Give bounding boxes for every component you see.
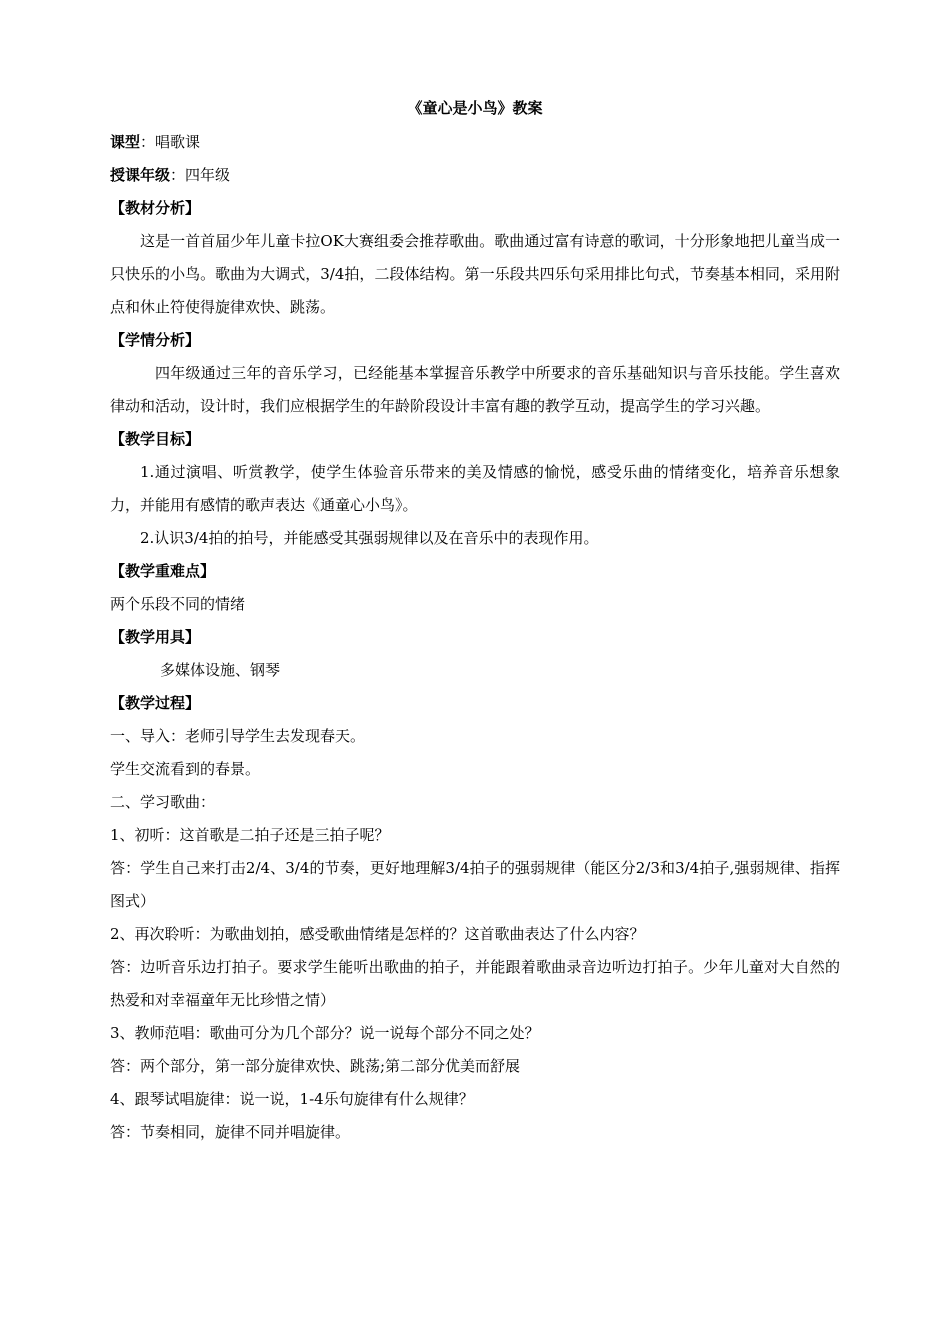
document-page (110, 94, 840, 1149)
document-title: 《童心是小鸟》教案 (407, 99, 543, 117)
process-item: 3、教师范唱：歌曲可分为几个部分？说一说每个部分不同之处？ (110, 1024, 540, 1042)
goal-item-1: 1.通过演唱、听赏教学，使学生体验音乐带来的美及情感的愉悦，感受乐曲的情绪变化，培养音乐想象力，并能用有感情的歌声表达《通童心小鸟》。 (110, 463, 840, 514)
goal-heading: 【教学目标】 (110, 430, 201, 448)
key-text: 两个乐段不同的情绪 (110, 595, 246, 613)
grade-line (110, 159, 840, 192)
student-text: 四年级通过三年的音乐学习，已经能基本掌握音乐教学中所要求的音乐基础知识与音乐技能。学生喜欢律动和活动，设计时，我们应根据学生的年龄阶段设计丰富有趣的教学互动，提高学生的学习兴趣。 (110, 364, 840, 415)
grade-value: ：四年级 (170, 166, 231, 184)
process-item: 学生交流看到的春景。 (110, 760, 261, 778)
material-text: 这是一首首届少年儿童卡拉OK大赛组委会推荐歌曲。歌曲通过富有诗意的歌词，十分形象地把儿童当成一只快乐的小鸟。歌曲为大调式，3/4拍，二段体结构。第一乐段共四乐句采用排比句式，节奏基本相同，采用附点和休止符使得旋律欢快、跳荡。 (110, 232, 840, 316)
process-item: 2、再次聆听：为歌曲划拍，感受歌曲情绪是怎样的？这首歌曲表达了什么内容？ (110, 925, 645, 943)
process-item: 答：两个部分，第一部分旋律欢快、跳荡;第二部分优美而舒展 (110, 1057, 521, 1075)
course-type-label: 课型 (110, 133, 141, 151)
goal-item-2: 2.认识3/4拍的拍号，并能感受其强弱规律以及在音乐中的表现作用。 (140, 529, 599, 547)
tools-heading: 【教学用具】 (110, 628, 201, 646)
course-type-value: ：唱歌课 (140, 133, 201, 151)
process-heading: 【教学过程】 (110, 694, 201, 712)
process-item: 1、初听：这首歌是二拍子还是三拍子呢？ (110, 826, 390, 844)
process-item: 一、导入：老师引导学生去发现春天。 (110, 727, 366, 745)
process-item: 答：节奏相同，旋律不同并唱旋律。 (110, 1123, 351, 1141)
student-heading: 【学情分析】 (110, 331, 201, 349)
tools-text: 多媒体设施、钢琴 (160, 661, 281, 679)
material-heading: 【教材分析】 (110, 199, 201, 217)
process-item: 答：边听音乐边打拍子。要求学生能听出歌曲的拍子，并能跟着歌曲录音边听边打拍子。少年儿童对大自然的热爱和对幸福童年无比珍惜之情） (110, 958, 840, 1009)
process-item: 答：学生自己来打击2/4、3/4的节奏，更好地理解3/4拍子的强弱规律（能区分2/3和3/4拍子,强弱规律、指挥图式） (110, 859, 840, 910)
process-item: 二、学习歌曲： (110, 793, 216, 811)
grade-label: 授课年级 (110, 166, 171, 184)
course-type-line (110, 126, 840, 159)
process-item: 4、跟琴试唱旋律：说一说，1-4乐句旋律有什么规律？ (110, 1090, 474, 1108)
key-heading: 【教学重难点】 (110, 562, 216, 580)
